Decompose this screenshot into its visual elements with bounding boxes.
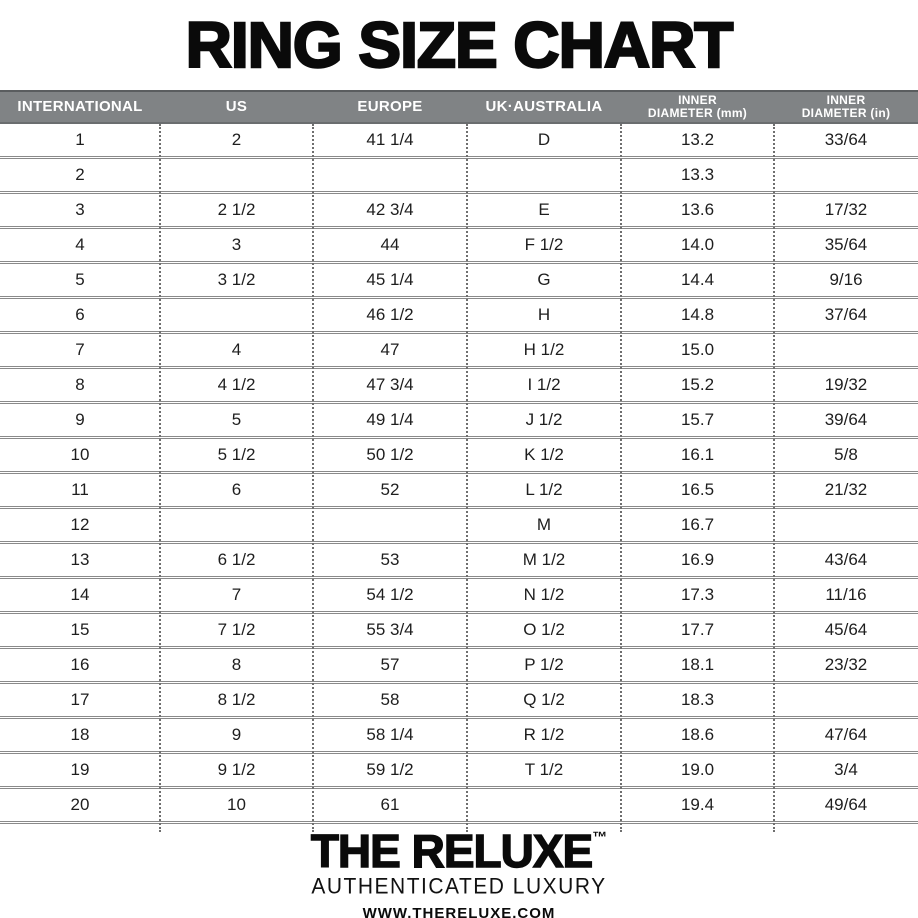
table-cell: 16 xyxy=(0,648,160,683)
table-cell: 5 xyxy=(160,403,313,438)
table-cell: 10 xyxy=(0,438,160,473)
table-cell xyxy=(774,158,918,193)
column-divider-dotted-line xyxy=(773,124,775,832)
table-cell: 59 1/2 xyxy=(313,753,467,788)
table-cell: E xyxy=(467,193,621,228)
table-cell: 14 xyxy=(0,578,160,613)
table-cell: M xyxy=(467,508,621,543)
table-cell: 20 xyxy=(0,788,160,823)
table-header-row xyxy=(0,91,918,123)
table-cell: 19 xyxy=(0,753,160,788)
table-cell: 17 xyxy=(0,683,160,718)
table-cell: 46 1/2 xyxy=(313,298,467,333)
table-cell: 47 xyxy=(313,333,467,368)
table-cell: 61 xyxy=(313,788,467,823)
table-cell: 11/16 xyxy=(774,578,918,613)
column-divider-dotted-line xyxy=(312,124,314,832)
table-cell: 19.0 xyxy=(621,753,774,788)
table-cell: 3 1/2 xyxy=(160,263,313,298)
table-cell: 33/64 xyxy=(774,123,918,158)
table-cell: 3/4 xyxy=(774,753,918,788)
table-cell: 55 3/4 xyxy=(313,613,467,648)
table-cell: 49 1/4 xyxy=(313,403,467,438)
table-row xyxy=(0,788,918,823)
table-cell: 52 xyxy=(313,473,467,508)
table-cell xyxy=(160,298,313,333)
table-row xyxy=(0,193,918,228)
table-cell: 8 1/2 xyxy=(160,683,313,718)
table-cell xyxy=(774,683,918,718)
table-cell: 49/64 xyxy=(774,788,918,823)
page-title: RING SIZE CHART xyxy=(185,9,733,81)
table-cell: 5 xyxy=(0,263,160,298)
table-cell xyxy=(313,508,467,543)
table-cell: 44 xyxy=(313,228,467,263)
table-cell: G xyxy=(467,263,621,298)
table-row xyxy=(0,158,918,193)
table-cell: 4 xyxy=(160,333,313,368)
brand-name: THE RELUXE xyxy=(310,825,593,877)
table-cell: 19.4 xyxy=(621,788,774,823)
table-cell xyxy=(160,508,313,543)
table-cell: 14.8 xyxy=(621,298,774,333)
table-cell: 6 xyxy=(0,298,160,333)
table-cell: 53 xyxy=(313,543,467,578)
table-row xyxy=(0,368,918,403)
table-row xyxy=(0,543,918,578)
table-cell xyxy=(774,333,918,368)
table-cell: 15.0 xyxy=(621,333,774,368)
table-cell: 18.1 xyxy=(621,648,774,683)
table-cell: 2 xyxy=(0,158,160,193)
table-cell: 45 1/4 xyxy=(313,263,467,298)
table-cell: 42 3/4 xyxy=(313,193,467,228)
column-divider-dotted-line xyxy=(159,124,161,832)
table-cell: 1 xyxy=(0,123,160,158)
table-cell: 6 xyxy=(160,473,313,508)
table-cell: I 1/2 xyxy=(467,368,621,403)
table-cell: 16.9 xyxy=(621,543,774,578)
table-cell: 9 1/2 xyxy=(160,753,313,788)
table-cell: 7 1/2 xyxy=(160,613,313,648)
column-header: EUROPE xyxy=(313,91,467,123)
table-cell: 16.5 xyxy=(621,473,774,508)
table-cell: 4 1/2 xyxy=(160,368,313,403)
table-cell: 9 xyxy=(160,718,313,753)
table-cell: 47/64 xyxy=(774,718,918,753)
column-header: INTERNATIONAL xyxy=(0,91,160,123)
column-header: INNER DIAMETER (in) xyxy=(774,91,918,123)
table-row xyxy=(0,228,918,263)
table-cell: 3 xyxy=(0,193,160,228)
ring-size-table xyxy=(0,90,918,824)
table-cell: 45/64 xyxy=(774,613,918,648)
table-cell: 8 xyxy=(0,368,160,403)
column-divider-dotted-line xyxy=(620,124,622,832)
table-cell: Q 1/2 xyxy=(467,683,621,718)
table-row xyxy=(0,648,918,683)
table-row xyxy=(0,473,918,508)
column-header: INNER DIAMETER (mm) xyxy=(621,91,774,123)
table-cell: 18.3 xyxy=(621,683,774,718)
table-cell: 4 xyxy=(0,228,160,263)
table-cell: 18.6 xyxy=(621,718,774,753)
table-cell: 57 xyxy=(313,648,467,683)
table-cell: 50 1/2 xyxy=(313,438,467,473)
page-title-area xyxy=(0,0,918,90)
brand-logo xyxy=(0,825,918,877)
table-cell: 11 xyxy=(0,473,160,508)
table-row xyxy=(0,718,918,753)
table-cell: 23/32 xyxy=(774,648,918,683)
table-cell: 58 1/4 xyxy=(313,718,467,753)
table-cell: 41 1/4 xyxy=(313,123,467,158)
table-cell: 9 xyxy=(0,403,160,438)
table-cell: H 1/2 xyxy=(467,333,621,368)
table-row xyxy=(0,263,918,298)
table-cell: N 1/2 xyxy=(467,578,621,613)
table-cell: 43/64 xyxy=(774,543,918,578)
table-cell: M 1/2 xyxy=(467,543,621,578)
table-cell: 16.1 xyxy=(621,438,774,473)
table-cell: 14.4 xyxy=(621,263,774,298)
table-cell: T 1/2 xyxy=(467,753,621,788)
table-cell: 13 xyxy=(0,543,160,578)
table-cell xyxy=(313,158,467,193)
table-cell: 37/64 xyxy=(774,298,918,333)
table-cell: D xyxy=(467,123,621,158)
table-cell: 19/32 xyxy=(774,368,918,403)
trademark-symbol: ™ xyxy=(592,829,608,846)
table-cell: 13.6 xyxy=(621,193,774,228)
table-row xyxy=(0,403,918,438)
brand-tagline: AUTHENTICATED LUXURY xyxy=(311,874,607,899)
table-cell: J 1/2 xyxy=(467,403,621,438)
column-header: US xyxy=(160,91,313,123)
website-url: WWW.THERELUXE.COM xyxy=(362,905,556,918)
table-cell: 13.3 xyxy=(621,158,774,193)
table-row xyxy=(0,753,918,788)
table-cell: 10 xyxy=(160,788,313,823)
table-cell: 5/8 xyxy=(774,438,918,473)
table-cell xyxy=(467,788,621,823)
table-cell xyxy=(467,158,621,193)
table-cell: 3 xyxy=(160,228,313,263)
table-cell: 5 1/2 xyxy=(160,438,313,473)
table-row xyxy=(0,613,918,648)
table-cell: 9/16 xyxy=(774,263,918,298)
column-header: UK·AUSTRALIA xyxy=(467,91,621,123)
table-row xyxy=(0,578,918,613)
table-cell: 15.7 xyxy=(621,403,774,438)
table-cell: 17/32 xyxy=(774,193,918,228)
column-divider-dotted-line xyxy=(466,124,468,832)
table-cell: 58 xyxy=(313,683,467,718)
table-cell: 39/64 xyxy=(774,403,918,438)
table-cell: O 1/2 xyxy=(467,613,621,648)
table-cell: 18 xyxy=(0,718,160,753)
table-cell: L 1/2 xyxy=(467,473,621,508)
table-cell: 14.0 xyxy=(621,228,774,263)
table-cell xyxy=(160,158,313,193)
table-cell: 16.7 xyxy=(621,508,774,543)
table-cell: 54 1/2 xyxy=(313,578,467,613)
footer xyxy=(0,826,918,918)
table-cell: 17.3 xyxy=(621,578,774,613)
table-cell xyxy=(774,508,918,543)
table-row xyxy=(0,438,918,473)
table-cell: R 1/2 xyxy=(467,718,621,753)
table-cell: 21/32 xyxy=(774,473,918,508)
table-cell: 7 xyxy=(0,333,160,368)
table-cell: K 1/2 xyxy=(467,438,621,473)
table-cell: F 1/2 xyxy=(467,228,621,263)
table-cell: 8 xyxy=(160,648,313,683)
table-cell: 17.7 xyxy=(621,613,774,648)
table-cell: 47 3/4 xyxy=(313,368,467,403)
table-cell: 15 xyxy=(0,613,160,648)
table-cell: 12 xyxy=(0,508,160,543)
table-cell: 2 1/2 xyxy=(160,193,313,228)
table-cell: 6 1/2 xyxy=(160,543,313,578)
table-cell: 2 xyxy=(160,123,313,158)
table-row xyxy=(0,333,918,368)
table-row xyxy=(0,508,918,543)
table-cell: H xyxy=(467,298,621,333)
table-row xyxy=(0,298,918,333)
table-cell: 15.2 xyxy=(621,368,774,403)
table-row xyxy=(0,683,918,718)
table-cell: 7 xyxy=(160,578,313,613)
table-cell: 35/64 xyxy=(774,228,918,263)
table-cell: 13.2 xyxy=(621,123,774,158)
table-row xyxy=(0,123,918,158)
table-cell: P 1/2 xyxy=(467,648,621,683)
